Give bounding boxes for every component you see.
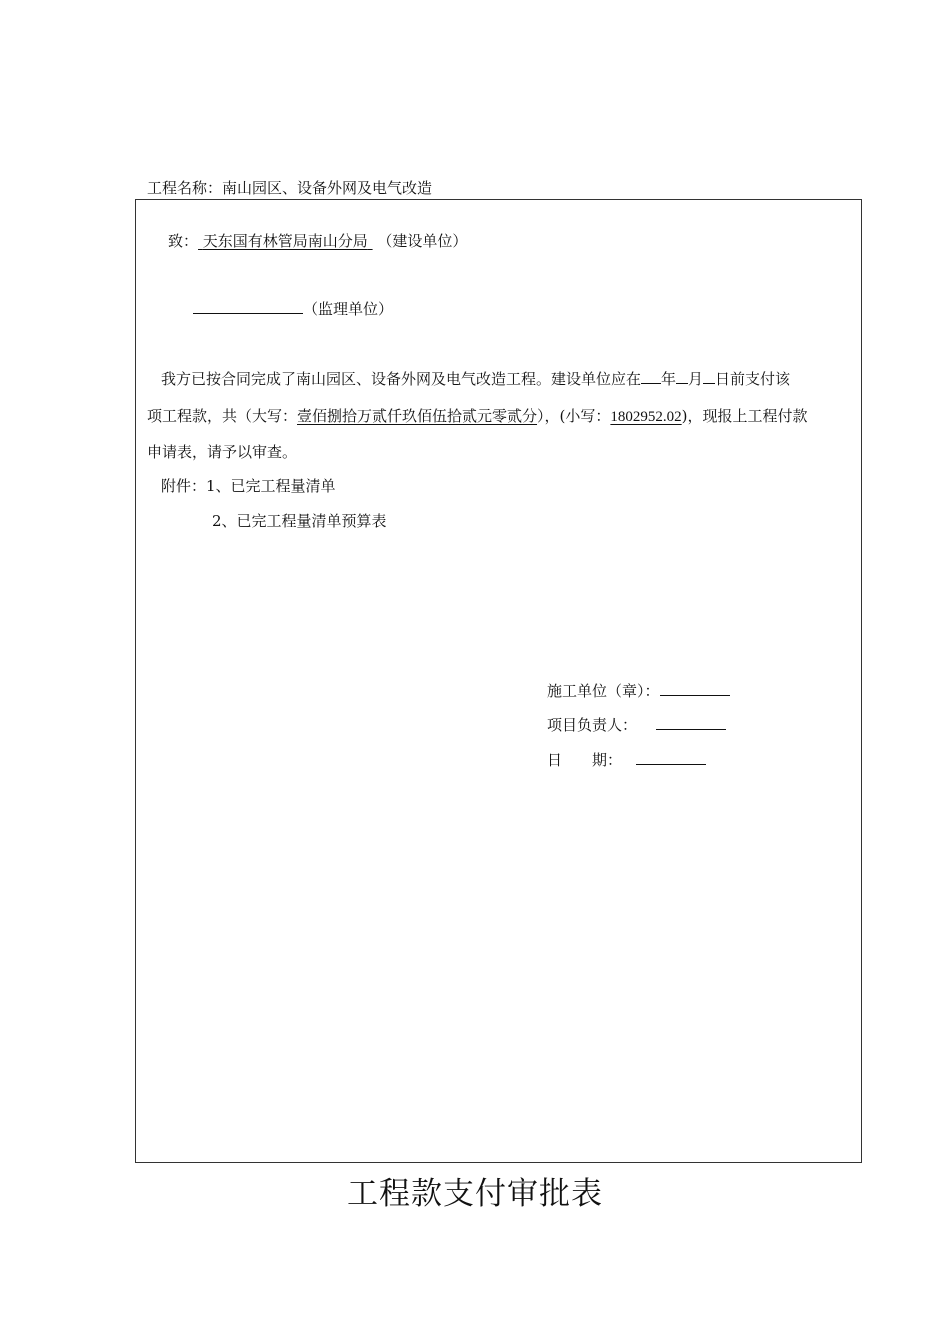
attachment-item-1: 1、已完工程量清单 bbox=[206, 477, 336, 495]
attachment-1 bbox=[161, 475, 336, 496]
attachments-label: 附件： bbox=[161, 477, 207, 495]
month-blank bbox=[676, 382, 688, 384]
signature-unit-label: 施工单位（章）： bbox=[547, 682, 660, 700]
signature-unit-line bbox=[547, 680, 730, 701]
body-text-2b: ），(小写： bbox=[537, 407, 611, 425]
signature-manager-label: 项目负责人： bbox=[547, 716, 638, 734]
supervisor-role: （监理单位） bbox=[303, 300, 394, 318]
supervisor-blank bbox=[193, 312, 303, 314]
day-blank bbox=[703, 382, 715, 384]
signature-date-blank bbox=[636, 763, 706, 765]
project-label: 工程名称： bbox=[147, 179, 223, 197]
body-line-2 bbox=[147, 405, 808, 426]
body-text-1a: 我方已按合同完成了南山园区、设备外网及电气改造工程。建设单位应在 bbox=[161, 370, 642, 388]
year-blank bbox=[641, 382, 661, 384]
form-frame bbox=[135, 199, 862, 1163]
body-text-2a: 项工程款，共（大写： bbox=[147, 407, 298, 425]
amount-upper: 壹佰捌拾万贰仟玖佰伍拾贰元零贰分 bbox=[297, 407, 538, 425]
body-line-1 bbox=[161, 368, 790, 389]
signature-date-label: 日 期： bbox=[547, 751, 623, 769]
owner-role: （建设单位） bbox=[377, 232, 468, 250]
addressee-line bbox=[168, 230, 467, 251]
year-label: 年 bbox=[661, 370, 677, 388]
document-title: 工程款支付审批表 bbox=[347, 1176, 603, 1212]
project-name-line bbox=[147, 177, 432, 198]
owner-unit: 天东国有林管局南山分局 bbox=[202, 232, 368, 250]
attachment-item-2: 2、已完工程量清单预算表 bbox=[212, 512, 387, 530]
body-text-1b: 日前支付该 bbox=[715, 370, 791, 388]
amount-lower: 1802952.02 bbox=[610, 409, 682, 425]
body-line-3 bbox=[147, 441, 297, 462]
signature-date-line bbox=[547, 749, 706, 770]
signature-manager-blank bbox=[656, 728, 726, 730]
supervisor-line bbox=[193, 298, 393, 319]
signature-manager-line bbox=[547, 714, 726, 735]
body-text-2c: )，现报上工程付款 bbox=[681, 407, 808, 425]
attachment-2 bbox=[212, 510, 387, 531]
month-label: 月 bbox=[688, 370, 704, 388]
addressee-prefix: 致： bbox=[168, 232, 199, 250]
project-name: 南山园区、设备外网及电气改造 bbox=[222, 179, 433, 197]
signature-unit-blank bbox=[660, 694, 730, 696]
body-text-3: 申请表，请予以审查。 bbox=[147, 443, 298, 461]
